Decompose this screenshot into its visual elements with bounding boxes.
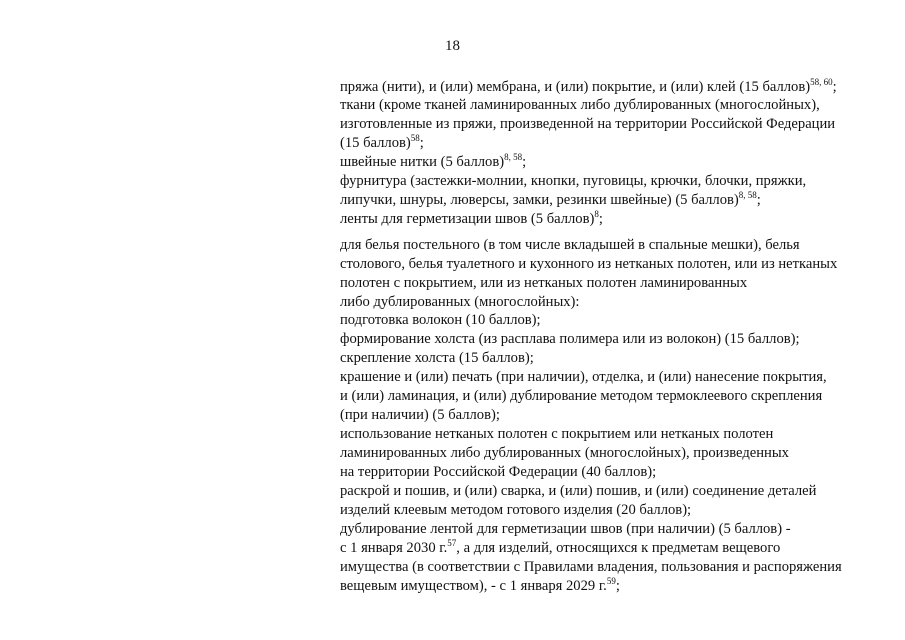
line-text: изготовленные из пряжи, произведенной на территории Российской Федерации xyxy=(340,116,836,132)
text-line xyxy=(340,98,820,113)
text-line xyxy=(340,133,424,151)
footnote-ref: 59 xyxy=(606,576,616,586)
line-text: швейные нитки (5 баллов) xyxy=(340,154,505,170)
line-text: с 1 января 2030 г. xyxy=(340,540,448,556)
text-line xyxy=(340,295,579,310)
text-line xyxy=(340,560,842,575)
text-line xyxy=(340,152,527,170)
text-line xyxy=(340,576,620,594)
text-line xyxy=(340,77,837,95)
text-line xyxy=(340,257,837,272)
text-line xyxy=(340,484,816,499)
line-tail: ; xyxy=(615,578,620,594)
text-line xyxy=(340,117,835,132)
text-line xyxy=(340,313,541,328)
line-text: липучки, шнуры, люверсы, замки, резинки швейные) (5 баллов) xyxy=(340,192,739,208)
text-line xyxy=(340,209,603,227)
text-line xyxy=(340,446,789,461)
footnote-ref: 8 xyxy=(594,209,599,219)
line-text: формирование холста (из расплава полимера или из волокон) (15 баллов); xyxy=(340,331,800,347)
text-line xyxy=(340,465,656,480)
text-line xyxy=(340,522,791,537)
line-tail: ; xyxy=(522,154,527,170)
text-line xyxy=(340,503,691,518)
line-text: ленты для герметизации швов (5 баллов) xyxy=(340,211,595,227)
text-line xyxy=(340,538,781,556)
text-line xyxy=(340,174,806,189)
text-line xyxy=(340,408,500,423)
line-tail: ; xyxy=(598,211,603,227)
line-tail: ; xyxy=(756,192,761,208)
line-text: подготовка волокон (10 баллов); xyxy=(340,312,541,328)
footnote-ref: 8, 58 xyxy=(738,190,757,200)
line-text: крашение и (или) печать (при наличии), отделка, и (или) нанесение покрытия, xyxy=(340,369,827,385)
line-text: пряжа (нити), и (или) мембрана, и (или) покрытие, и (или) клей (15 баллов) xyxy=(340,79,811,95)
line-text: дублирование лентой для герметизации швов (при наличии) (5 баллов) - xyxy=(340,521,791,537)
line-text: на территории Российской Федерации (40 баллов); xyxy=(340,464,657,480)
line-text: полотен с покрытием, или из нетканых полотен ламинированных xyxy=(340,275,748,291)
text-line xyxy=(340,332,800,347)
line-text: фурнитура (застежки-молнии, кнопки, пуговицы, крючки, блочки, пряжки, xyxy=(340,173,807,189)
line-text: либо дублированных (многослойных): xyxy=(340,294,580,310)
line-text: столового, белья туалетного и кухонного из нетканых полотен, или из нетканых xyxy=(340,256,838,272)
line-text: изделий клеевым методом готового изделия (20 баллов); xyxy=(340,502,692,518)
text-line xyxy=(340,276,747,291)
text-line xyxy=(340,238,800,253)
line-tail: , а для изделий, относящихся к предметам вещевого xyxy=(456,540,781,556)
footnote-ref: 57 xyxy=(447,538,457,548)
footnote-ref: 58 xyxy=(410,133,420,143)
line-text: (при наличии) (5 баллов); xyxy=(340,407,500,423)
text-line xyxy=(340,351,534,366)
page-number: 18 xyxy=(445,38,460,54)
text-line xyxy=(340,190,761,208)
line-text: раскрой и пошив, и (или) сварка, и (или) пошив, и (или) соединение деталей xyxy=(340,483,817,499)
line-text: для белья постельного (в том числе вкладышей в спальные мешки), белья xyxy=(340,237,800,253)
line-text: (15 баллов) xyxy=(340,135,411,151)
line-text: использование нетканых полотен с покрытием или нетканых полотен xyxy=(340,426,774,442)
line-tail: ; xyxy=(832,79,837,95)
text-line xyxy=(340,427,773,442)
line-text: вещевым имуществом), - с 1 января 2029 г. xyxy=(340,578,607,594)
line-tail: ; xyxy=(419,135,424,151)
line-text: скрепление холста (15 баллов); xyxy=(340,350,534,366)
text-line xyxy=(340,370,827,385)
text-line xyxy=(340,389,822,404)
footnote-ref: 58, 60 xyxy=(810,77,833,87)
line-text: ламинированных либо дублированных (многослойных), произведенных xyxy=(340,445,789,461)
footnote-ref: 8, 58 xyxy=(504,152,523,162)
line-text: имущества (в соответствии с Правилами владения, пользования и распоряжения xyxy=(340,559,842,575)
line-text: ткани (кроме тканей ламинированных либо дублированных (многослойных), xyxy=(340,97,820,113)
line-text: и (или) ламинация, и (или) дублирование методом термоклеевого скрепления xyxy=(340,388,823,404)
